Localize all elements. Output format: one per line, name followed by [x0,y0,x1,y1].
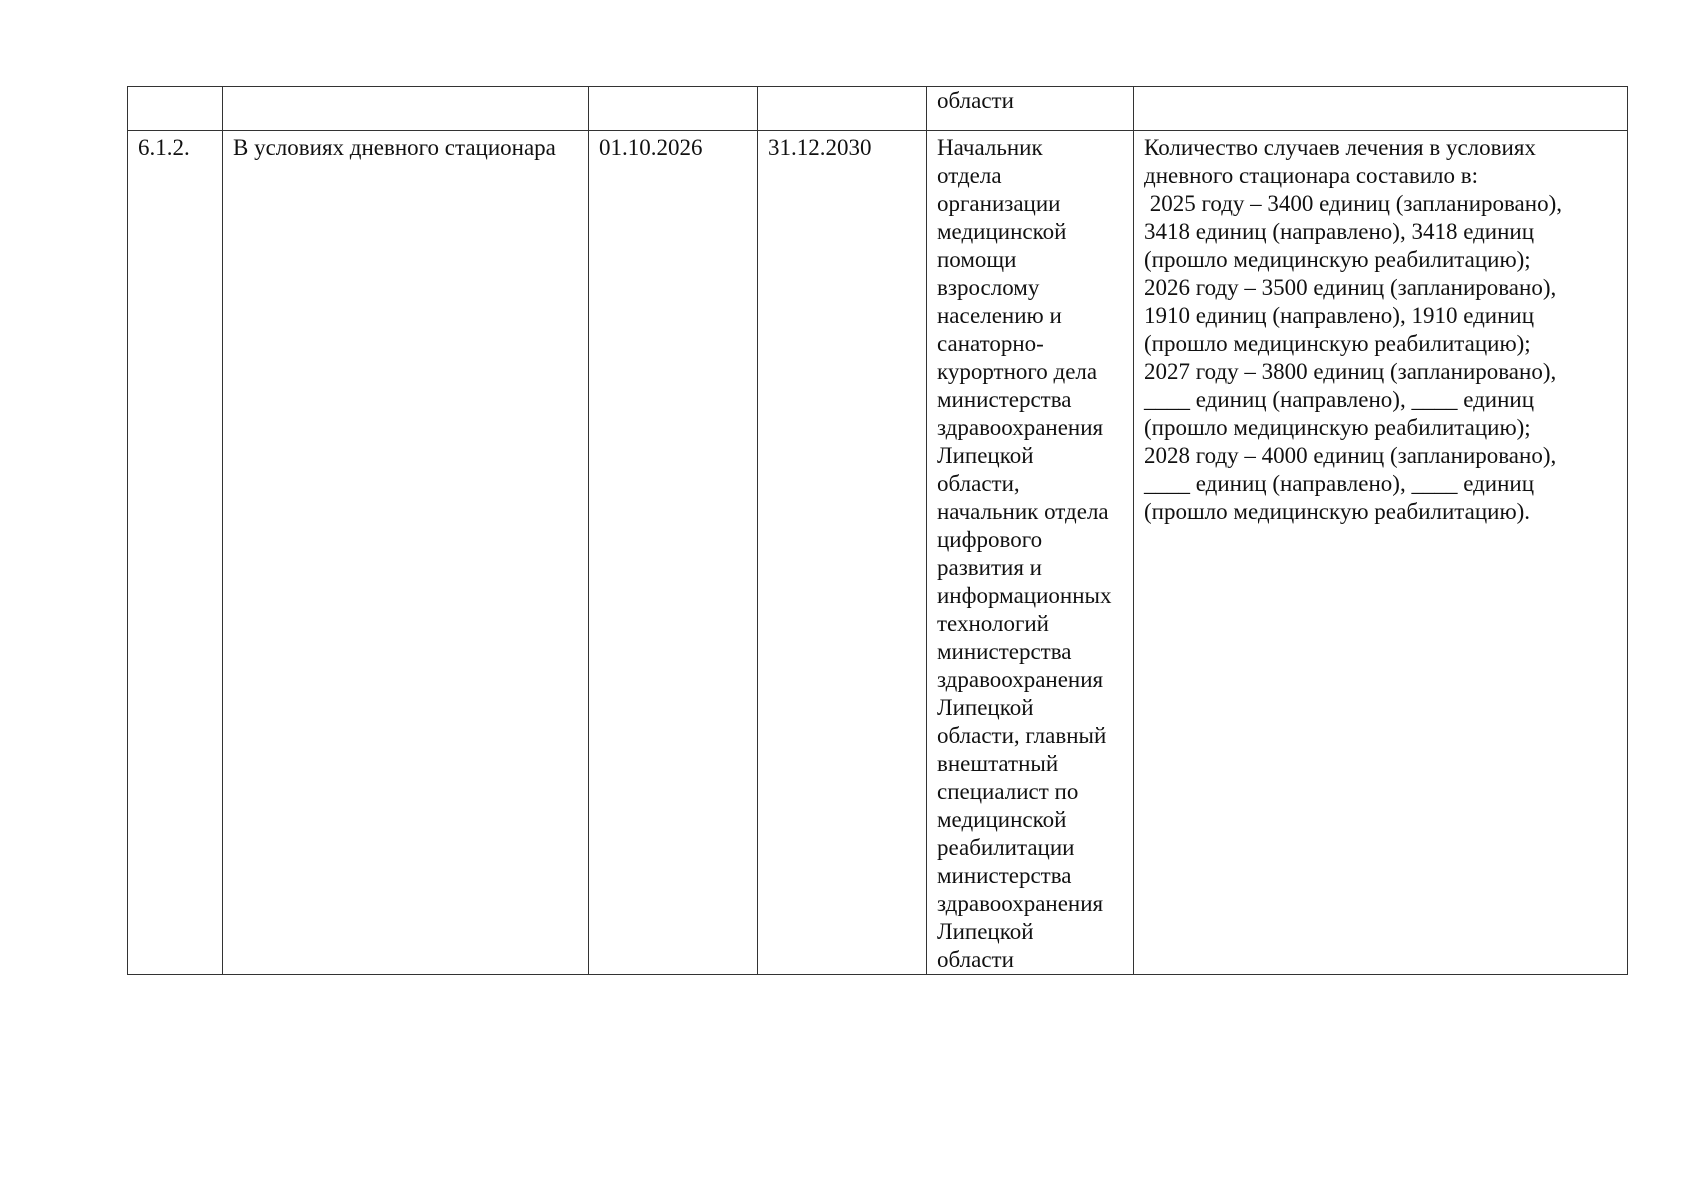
responsible-line: Липецкой [937,919,1034,944]
responsible-line: здравоохранения [937,667,1104,692]
table-row [128,131,1628,975]
result-line: (прошло медицинскую реабилитацию); [1144,415,1531,440]
item-name: В условиях дневного стационара [233,135,556,160]
responsible-line: населению и [937,303,1062,328]
cell-start-date [589,87,758,131]
responsible-line: министерства [937,863,1072,888]
responsible-line: развития и [937,555,1042,580]
responsible-line: организации [937,191,1061,216]
responsible-line: министерства [937,387,1072,412]
responsible-line: взрослому [937,275,1040,300]
responsible-line: начальник отдела [937,499,1109,524]
responsible-line: реабилитации [937,835,1075,860]
responsible-line: технологий [937,611,1049,636]
cell-result [1134,131,1628,975]
result-line: 2026 году – 3500 единиц (запланировано), [1144,275,1557,300]
result-line: ____ единиц (направлено), ____ единиц [1144,471,1535,496]
responsible-line: Липецкой [937,695,1034,720]
cell-name [223,87,589,131]
cell-name [223,131,589,975]
responsible-line: помощи [937,247,1017,272]
responsible-line: специалист по [937,779,1079,804]
responsible-line: министерства [937,639,1072,664]
responsible-line: курортного дела [937,359,1098,384]
responsible-line: здравоохранения [937,415,1104,440]
result-line: ____ единиц (направлено), ____ единиц [1144,387,1535,412]
responsible-line: области, [937,471,1020,496]
responsible-line: области, главный [937,723,1107,748]
cell-end-date [758,87,927,131]
responsible-line: Начальник [937,135,1043,160]
plan-table [127,86,1628,975]
cell-responsible [927,87,1134,131]
table-row-continuation [128,87,1628,131]
result-line: 2027 году – 3800 единиц (запланировано), [1144,359,1557,384]
result-line: 2025 году – 3400 единиц (запланировано), [1144,191,1562,216]
result-line: Количество случаев лечения в условиях [1144,135,1536,160]
result-line: (прошло медицинскую реабилитацию); [1144,331,1531,356]
cell-end-date [758,131,927,975]
responsible-line: области [937,947,1014,972]
responsible-line: Липецкой [937,443,1034,468]
responsible-text: области [937,88,1014,113]
cell-start-date [589,131,758,975]
responsible-line: медицинской [937,219,1067,244]
responsible-line: информационных [937,583,1112,608]
responsible-line: цифрового [937,527,1043,552]
cell-number [128,87,223,131]
end-date: 31.12.2030 [768,135,872,160]
responsible-line: санаторно- [937,331,1044,356]
cell-responsible [927,131,1134,975]
result-line: 2028 году – 4000 единиц (запланировано), [1144,443,1557,468]
start-date: 01.10.2026 [599,135,703,160]
result-line: (прошло медицинскую реабилитацию). [1144,499,1531,524]
result-line: 3418 единиц (направлено), 3418 единиц [1144,219,1535,244]
result-line: 1910 единиц (направлено), 1910 единиц [1144,303,1535,328]
cell-number [128,131,223,975]
cell-result [1134,87,1628,131]
responsible-line: отдела [937,163,1002,188]
responsible-line: здравоохранения [937,891,1104,916]
result-line: дневного стационара составило в: [1144,163,1479,188]
responsible-line: внештатный [937,751,1059,776]
responsible-line: медицинской [937,807,1067,832]
result-line: (прошло медицинскую реабилитацию); [1144,247,1531,272]
item-number: 6.1.2. [138,135,190,160]
